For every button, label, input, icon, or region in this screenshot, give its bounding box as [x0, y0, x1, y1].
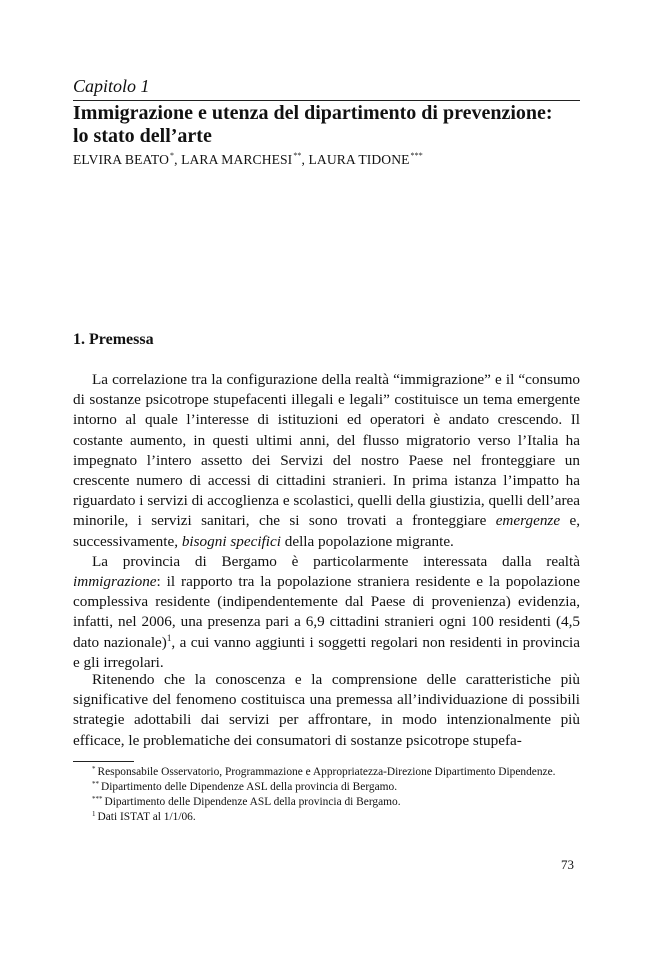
author-separator: , [174, 152, 182, 167]
chapter-title [73, 102, 593, 148]
paragraph-text: e, successivamente, [73, 512, 580, 550]
footnote-mark: *** [92, 795, 103, 803]
footnote-rule [73, 761, 134, 762]
body-text-block [73, 670, 580, 751]
footnotes [73, 765, 580, 825]
chapter-label: Capitolo 1 [73, 76, 150, 96]
paragraph-text: , a cui vanno aggiunti i soggetti regolari non residenti in provincia e gli irregolari. [73, 633, 581, 671]
footnote-mark: ** [92, 780, 99, 788]
author-separator: , [301, 152, 309, 167]
author-name: LARA MARCHESI [181, 152, 293, 167]
footnote-mark: * [92, 765, 96, 773]
author-footnote-mark: * [170, 151, 175, 160]
chapter-title-line-1: Immigrazione e utenza del dipartimento di prevenzione: [73, 102, 553, 124]
paragraph-text: La provincia di Bergamo è particolarmente interessata dalla realtà [92, 552, 580, 570]
paragraph: Ritenendo che la conoscenza e la comprensione delle caratteristiche più significative del fenomeno costituisca una premessa all’individuazione di possibili strategie adottabili dai servizi per affrontare, in modo intenzionalmente più efficace, le problematiche dei consumatori di sostanze psicotrope stupefa- [73, 671, 580, 749]
footnote-text: Dati ISTAT al 1/1/06. [97, 811, 196, 823]
body-text-block [73, 370, 580, 673]
footnote-text: Dipartimento delle Dipendenze ASL della provincia di Bergamo. [104, 796, 401, 808]
footnote-text: Responsabile Osservatorio, Programmazione e Appropriatezza-Direzione Dipartimento Dipendenze. [97, 766, 556, 778]
footnote [73, 795, 580, 810]
paragraph-text: : il rapporto tra la popolazione straniera residente e la popolazione complessiva residente (indipendentemente dal Paese di provenienza) evidenzia, infatti, nel 2006, una presenza pari a 6,9 cittadini stranieri ogni 100 residenti (4,5 dato nazionale) [73, 573, 580, 651]
chapter-title-line-2: lo stato dell’arte [73, 125, 212, 147]
page-number: 73 [561, 857, 574, 872]
footnote-reference[interactable]: 1 [166, 632, 172, 643]
footnote [73, 765, 580, 780]
author-name: ELVIRA BEATO [73, 152, 169, 167]
paragraph-text: La correlazione tra la configurazione della realtà “immigrazione” e il “consumo di sostanze psicotrope stupefacenti illegali e legali” costituisce un tema emergente intorno al quale l’interesse di istituzioni ed operatori è andato crescendo. Il costante aumento, in questi ultimi anni, del flusso migratorio verso l’Italia ha impegnato l’intero assetto dei Servizi del nostro Paese nel fronteggiare un crescente numero di accessi di cittadini stranieri. In prima istanza l’impatto ha riguardato i servizi di accoglienza e scolastici, quelli della giustizia, quelli dell’area minorile, i servizi sanitari, che si sono trovati a fronteggiare [73, 371, 580, 530]
emphasis-text: bisogni specifici [181, 532, 281, 550]
section-heading: 1. Premessa [73, 331, 154, 348]
footnote [73, 810, 580, 825]
paragraph-text: della popolazione migrante. [280, 532, 454, 550]
author-list [73, 151, 423, 168]
emphasis-text: immigrazione [73, 573, 157, 591]
chapter-rule [73, 100, 580, 101]
footnote-mark: 1 [92, 810, 96, 818]
emphasis-text: emergenze [495, 512, 561, 530]
paragraph [73, 370, 580, 552]
footnote-text: Dipartimento delle Dipendenze ASL della provincia di Bergamo. [101, 781, 398, 793]
author-name: LAURA TIDONE [308, 152, 410, 167]
footnote [73, 780, 580, 795]
author-footnote-mark: *** [410, 151, 423, 160]
author-footnote-mark: ** [293, 151, 302, 160]
paragraph [73, 552, 580, 673]
